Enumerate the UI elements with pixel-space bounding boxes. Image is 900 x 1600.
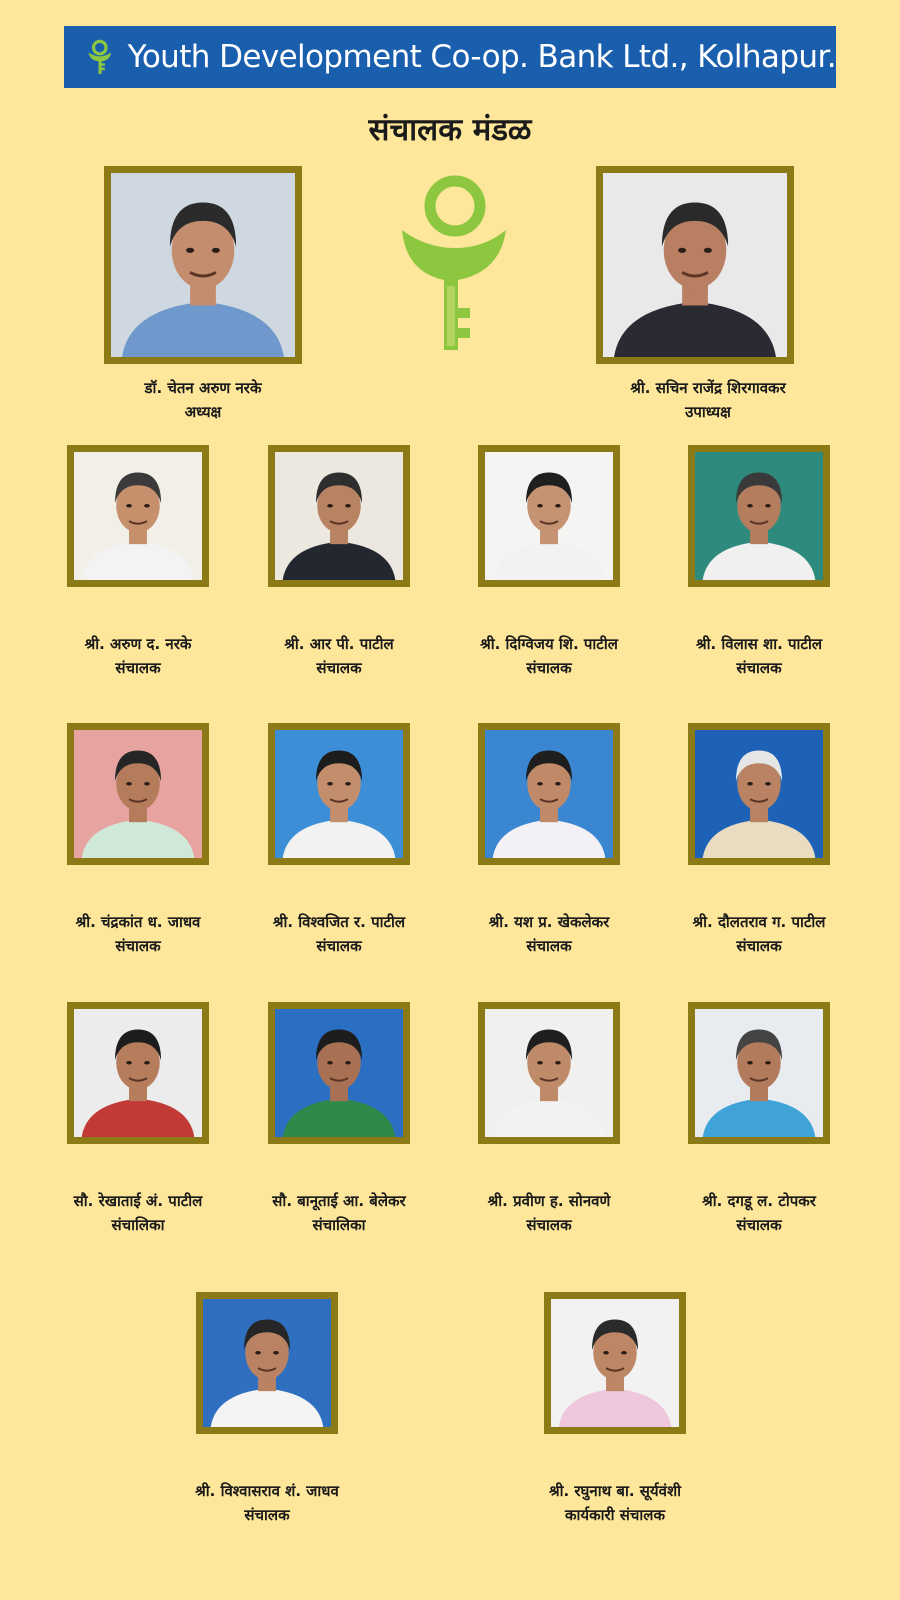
portrait-photo — [275, 730, 403, 858]
portrait-photo — [275, 1009, 403, 1137]
member-name: श्री. चंद्रकांत ध. जाधव — [75, 913, 201, 931]
member-name: श्री. विश्वजित र. पाटील — [272, 913, 406, 931]
bank-name: Youth Development Co-op. Bank Ltd., Kolhapur. — [127, 39, 836, 75]
member-name: श्री. विलास शा. पाटील — [695, 635, 823, 653]
portrait-photo — [275, 452, 403, 580]
member-name: श्री. सचिन राजेंद्र शिरगावकर — [630, 379, 786, 397]
member-role: संचालक — [316, 659, 362, 677]
member-photo-frame — [478, 445, 620, 587]
member-role: संचालक — [115, 659, 161, 677]
member-photo-frame — [478, 723, 620, 865]
portrait-photo — [695, 1009, 823, 1137]
member-caption — [465, 1479, 765, 1527]
member-role: अध्यक्ष — [184, 403, 222, 421]
bank-key-logo-icon — [86, 28, 114, 86]
portrait-photo — [74, 452, 202, 580]
member-caption — [53, 376, 353, 424]
member-photo-frame — [196, 1292, 338, 1434]
portrait-photo — [111, 173, 295, 357]
member-role: उपाध्यक्ष — [685, 403, 731, 421]
member-name: सौ. रेखाताई अं. पाटील — [73, 1192, 203, 1210]
member-name: श्री. दिग्विजय शि. पाटील — [480, 635, 618, 653]
portrait-photo — [485, 730, 613, 858]
member-caption — [117, 1479, 417, 1527]
member-name: श्री. प्रवीण ह. सोनवणे — [487, 1192, 611, 1210]
portrait-photo — [485, 1009, 613, 1137]
member-role: संचालक — [736, 937, 782, 955]
member-role: संचालक — [244, 1506, 290, 1524]
member-caption — [609, 1189, 900, 1237]
member-name: श्री. दौलतराव ग. पाटील — [692, 913, 826, 931]
member-photo-frame — [67, 445, 209, 587]
member-photo-frame — [596, 166, 794, 364]
bank-banner — [64, 26, 836, 88]
member-name: श्री. यश प्र. खेकलेकर — [488, 913, 610, 931]
portrait-photo — [603, 173, 787, 357]
member-role: संचालिका — [312, 1216, 366, 1234]
member-name: सौ. बानूताई आ. बेलेकर — [272, 1192, 406, 1210]
member-name: श्री. अरुण द. नरके — [84, 635, 192, 653]
portrait-photo — [74, 1009, 202, 1137]
member-caption — [609, 632, 900, 680]
member-photo-frame — [67, 1002, 209, 1144]
member-photo-frame — [544, 1292, 686, 1434]
portrait-photo — [74, 730, 202, 858]
member-photo-frame — [268, 723, 410, 865]
member-caption — [558, 376, 858, 424]
member-photo-frame — [688, 723, 830, 865]
member-role: संचालक — [115, 937, 161, 955]
member-role: संचालक — [526, 1216, 572, 1234]
member-photo-frame — [478, 1002, 620, 1144]
member-role: संचालक — [736, 1216, 782, 1234]
member-photo-frame — [268, 1002, 410, 1144]
member-photo-frame — [104, 166, 302, 364]
member-photo-frame — [688, 445, 830, 587]
member-caption — [609, 910, 900, 958]
member-role: संचालक — [526, 937, 572, 955]
portrait-photo — [485, 452, 613, 580]
member-name: श्री. आर पी. पाटील — [284, 635, 394, 653]
member-photo-frame — [67, 723, 209, 865]
portrait-photo — [203, 1299, 331, 1427]
page-title: संचालक मंडळ — [368, 112, 532, 148]
member-name: श्री. दगडू ल. टोपकर — [702, 1192, 816, 1210]
member-name: डॉ. चेतन अरुण नरके — [144, 379, 262, 397]
member-role: संचालक — [736, 659, 782, 677]
member-name: श्री. रघुनाथ बा. सूर्यवंशी — [548, 1482, 682, 1500]
portrait-photo — [551, 1299, 679, 1427]
bank-key-emblem-icon — [400, 168, 510, 354]
member-role: कार्यकारी संचालक — [565, 1506, 665, 1524]
member-role: संचालक — [526, 659, 572, 677]
portrait-photo — [695, 452, 823, 580]
member-role: संचालिका — [111, 1216, 165, 1234]
member-photo-frame — [268, 445, 410, 587]
member-photo-frame — [688, 1002, 830, 1144]
member-role: संचालक — [316, 937, 362, 955]
member-name: श्री. विश्वासराव शं. जाधव — [195, 1482, 339, 1500]
portrait-photo — [695, 730, 823, 858]
